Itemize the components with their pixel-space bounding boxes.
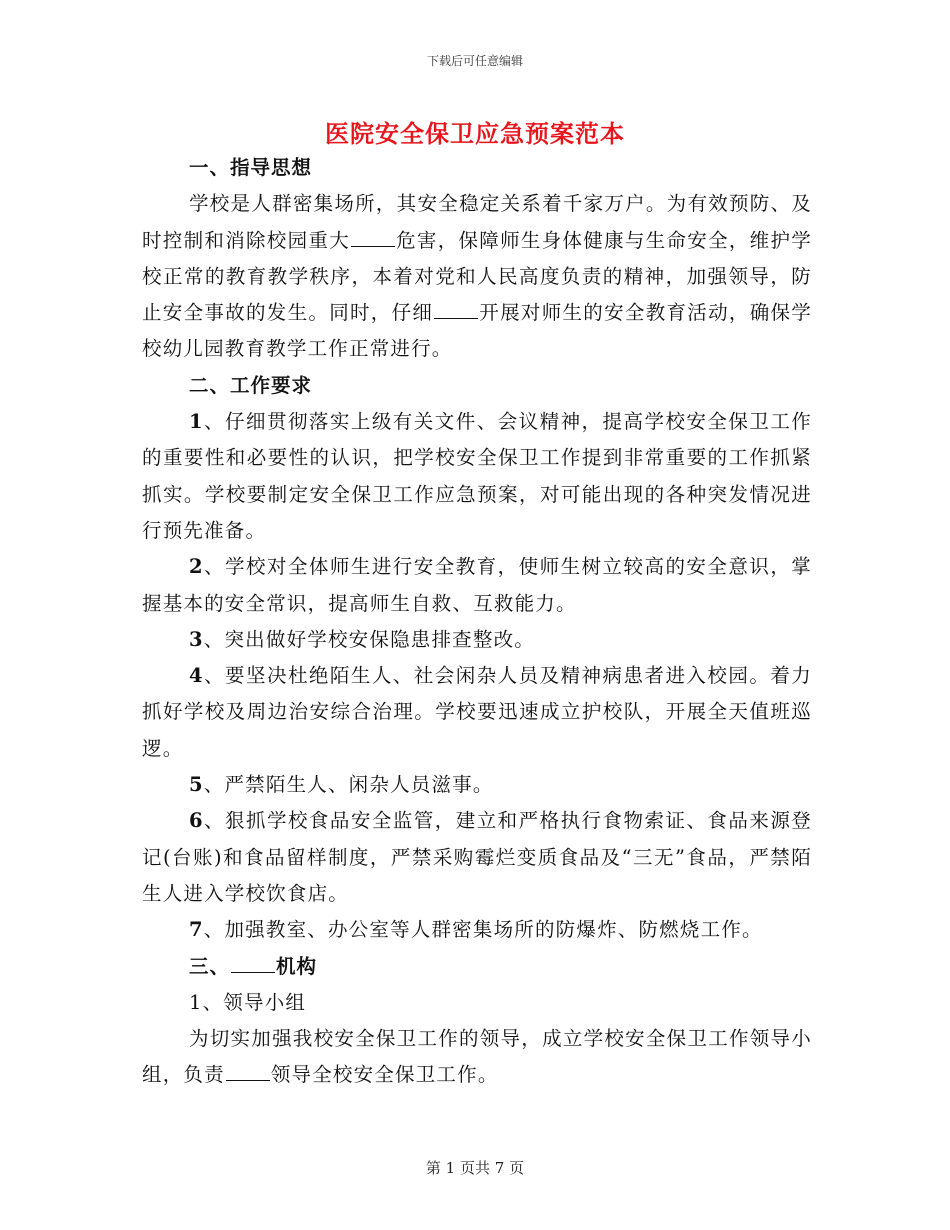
page-footer: 第 1 页共 7 页 bbox=[425, 1159, 525, 1177]
list-item-requirement-2 bbox=[142, 549, 812, 622]
blank-underline bbox=[434, 301, 478, 320]
blank-underline bbox=[226, 1063, 270, 1082]
item-text: 、加强教室、办公室等人群密集场所的防爆炸、防燃烧工作。 bbox=[203, 918, 763, 942]
item-number: 1 bbox=[189, 410, 204, 434]
blank-underline bbox=[231, 954, 275, 973]
item-text: 、突出做好学校安保隐患排查整改。 bbox=[203, 627, 535, 651]
heading-prefix: 三、 bbox=[189, 954, 231, 978]
subheading-leadership-group: 1、领导小组 bbox=[189, 990, 307, 1014]
list-item-requirement-1 bbox=[142, 404, 812, 549]
section-heading-organization bbox=[142, 949, 812, 985]
text-run: 为切实加强我校安全保卫工作的领导，成立学校安全保卫工作领导小组，负责 bbox=[142, 1027, 812, 1087]
item-number: 5 bbox=[189, 773, 204, 797]
text-run: 学校是人群密集场所，其安全稳定关系着千家万户。为有效预防、及时控制和消除校园重大 bbox=[142, 192, 812, 252]
item-number: 6 bbox=[189, 809, 204, 833]
item-text: 、严禁陌生人、闲杂人员滋事。 bbox=[203, 773, 494, 797]
list-item-requirement-4 bbox=[142, 658, 812, 767]
item-text: 、学校对全体师生进行安全教育，使师生树立较高的安全意识，掌握基本的安全常识，提高师生自救、互救能力。 bbox=[142, 555, 812, 615]
paragraph-guiding-ideology bbox=[142, 186, 812, 367]
page-header: 下载后可任意编辑 bbox=[426, 54, 523, 68]
item-number: 4 bbox=[189, 664, 204, 688]
item-text: 、要坚决杜绝陌生人、社会闲杂人员及精神病患者进入校园。着力抓好学校及周边治安综合治理。学校要迅速成立护校队，开展全天值班巡逻。 bbox=[142, 664, 812, 760]
text-run: 危害，保障师生身体健康与生命安全，维护学校正常的教育教学秩序，本着对党和人民高度负责的精神，加强领导，防止安全事故的发生。同时，仔细 bbox=[142, 228, 812, 325]
blank-underline bbox=[351, 228, 395, 247]
text-run: 领导全校安全保卫工作。 bbox=[270, 1063, 499, 1087]
item-number: 7 bbox=[189, 918, 204, 942]
list-item-requirement-5 bbox=[142, 767, 812, 803]
list-item-requirement-7 bbox=[142, 912, 812, 948]
item-number: 3 bbox=[189, 627, 204, 651]
list-item-requirement-6 bbox=[142, 803, 812, 912]
item-text: 、狠抓学校食品安全监管，建立和严格执行食物索证、食品来源登记(台账)和食品留样制度，严禁采购霉烂变质食品及“三无”食品，严禁陌生人进入学校饮食店。 bbox=[142, 809, 812, 905]
list-item-requirement-3 bbox=[142, 622, 812, 658]
item-text: 、仔细贯彻落实上级有关文件、会议精神，提高学校安全保卫工作的重要性和必要性的认识，把学校安全保卫工作提到非常重要的工作抓紧抓实。学校要制定安全保卫工作应急预案，对可能出现的各种突发情况进行预先准备。 bbox=[142, 410, 812, 542]
paragraph-leadership-group bbox=[142, 1021, 812, 1094]
section-heading-work-requirements: 二、工作要求 bbox=[189, 373, 313, 397]
section-heading-guiding-ideology: 一、指导思想 bbox=[189, 156, 313, 179]
text-run: 开展对师生的安全教育活动，确保学校幼儿园教育教学工作正常进行。 bbox=[142, 301, 812, 361]
document-body bbox=[142, 150, 812, 1094]
item-number: 2 bbox=[189, 555, 204, 579]
document-title: 医院安全保卫应急预案范本 bbox=[325, 119, 625, 148]
heading-suffix: 机构 bbox=[276, 954, 318, 978]
